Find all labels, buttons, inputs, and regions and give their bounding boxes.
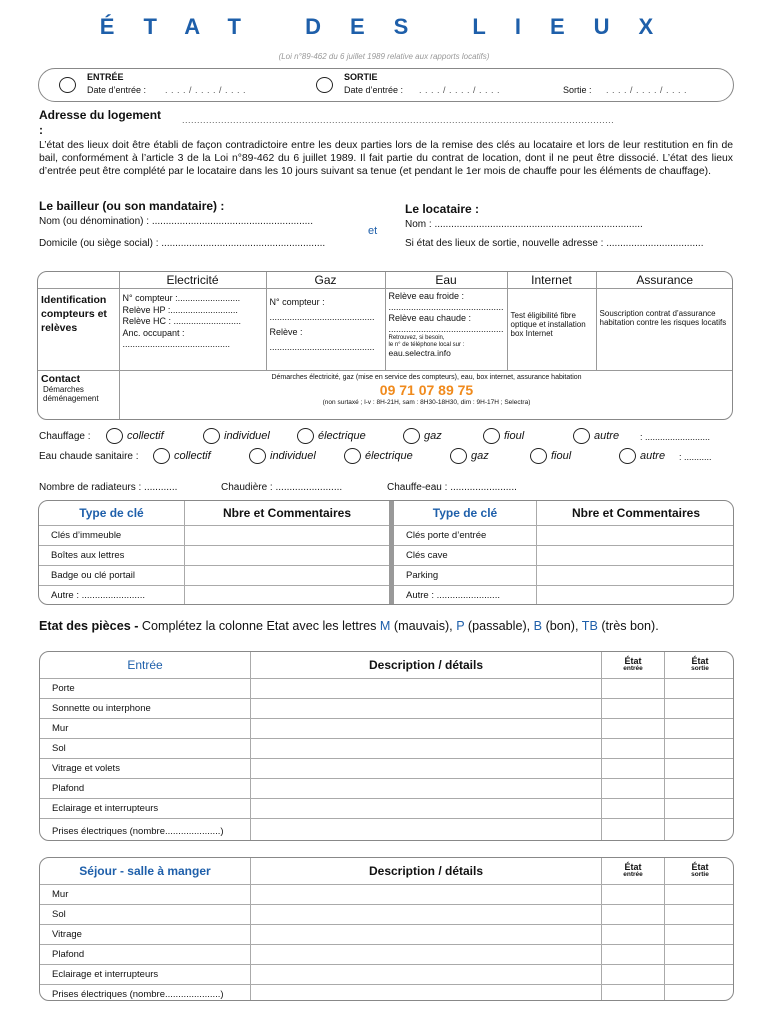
etat-sortie-header: État sortie [665,652,735,679]
chauffage-electrique[interactable] [297,428,366,444]
radio-circle-icon [403,428,420,444]
sortie-date-field[interactable]: . . . . / . . . . / . . . . [419,85,501,95]
desc-cell[interactable] [251,699,602,719]
room-item: Prises électriques (nombre.....................) [40,985,251,1002]
utilities-box [37,271,733,420]
eau-chaude-label: Eau chaude sanitaire : [39,451,139,462]
chauffage-label: Chauffage : [39,431,91,442]
option-label: individuel [270,449,316,462]
desc-cell[interactable] [251,779,602,799]
contact-info[interactable] [119,371,733,421]
room-sejour-box [39,857,734,1001]
etat-cell[interactable] [665,945,735,965]
radio-circle-icon [297,428,314,444]
etat-cell[interactable] [602,965,665,985]
gaz-cell[interactable] [266,289,385,371]
key-type[interactable]: Autre : ........................ [39,586,185,606]
etat-cell[interactable] [602,985,665,1002]
adresse-colon: : [39,123,43,137]
dates-box [38,68,734,102]
desc-cell[interactable] [251,799,602,819]
desc-cell[interactable] [251,739,602,759]
option-label: individuel [224,429,270,442]
key-comment-cell[interactable] [537,586,735,606]
etat-cell[interactable] [665,819,735,842]
option-label: collectif [127,429,164,442]
radio-circle-icon [203,428,220,444]
etat-cell[interactable] [665,905,735,925]
room-name: Entrée [40,652,251,679]
bailleur-nom[interactable]: Nom (ou dénomination) : .......................................................... [39,216,313,227]
option-label: autre [594,429,620,442]
eau-chaude: Relève eau chaude : [388,313,472,323]
etat-cell[interactable] [602,819,665,842]
chaudiere-field[interactable]: Chaudière : ........................ [221,482,343,493]
keys-col-comments-right: Nbre et Commentaires [537,501,735,526]
radio-circle-icon [573,428,590,444]
eau-retrouvez: Retrouvez, si besoin, [388,335,445,341]
key-comment-cell[interactable] [185,526,392,546]
desc-cell[interactable] [251,679,602,699]
desc-cell[interactable] [251,925,602,945]
etat-entree-header: État entrée [602,652,665,679]
room-desc-header: Description / détails [251,652,602,679]
sortie-field-label: Sortie : [563,85,592,95]
desc-cell[interactable] [251,819,602,842]
radio-circle-icon [153,448,170,464]
eau-chaude-autre[interactable] [619,448,665,464]
eau-froide: Relève eau froide : [388,291,465,301]
chauffe-eau-field[interactable]: Chauffe-eau : ........................ [387,482,517,493]
eau-cell[interactable] [385,289,507,371]
entree-label: ENTRÉE [87,72,124,82]
eau-chaude-gaz[interactable] [450,448,489,464]
key-comment-cell[interactable] [185,566,392,586]
key-comment-cell[interactable] [537,566,735,586]
locataire-title: Le locataire : [405,202,480,216]
radio-circle-icon [344,448,361,464]
key-comment-cell[interactable] [185,546,392,566]
keys-col-comments-left: Nbre et Commentaires [185,501,392,526]
col-assurance: Assurance [596,272,733,289]
etat-cell[interactable] [602,945,665,965]
room-entree-table [39,651,734,841]
entree-date-label: Date d’entrée : [87,85,147,95]
room-item: Plafond [40,779,251,799]
keys-table [38,500,734,605]
bailleur-title: Le bailleur (ou son mandataire) : [39,199,225,213]
elec-compteur: N° compteur :......................... [122,293,241,303]
gaz-compteur: N° compteur : [269,297,325,307]
page-subtitle: (Loi n°89-462 du 6 juillet 1989 relative aux rapports locatifs) [278,52,490,61]
eau-chaude-individuel[interactable] [249,448,316,464]
etat-cell[interactable] [602,759,665,779]
etat-cell[interactable] [602,679,665,699]
chauffage-gaz[interactable] [403,428,442,444]
key-type: Clés porte d’entrée [392,526,537,546]
etat-cell[interactable] [665,739,735,759]
key-type[interactable]: Autre : ........................ [392,586,537,606]
desc-cell[interactable] [251,885,602,905]
locataire-adresse[interactable]: Si état des lieux de sortie, nouvelle adresse : ................................... [405,238,704,249]
etat-cell[interactable] [665,719,735,739]
pieces-intro: Etat des pièces - Complétez la colonne Etat avec les lettres M (mauvais), P (passable), B (bon), TB (très bon). [39,619,659,633]
etat-cell[interactable] [665,965,735,985]
option-label: électrique [318,429,366,442]
sortie-date-label: Date d’entrée : [344,85,404,95]
room-item: Prises électriques (nombre.....................) [40,819,251,842]
etat-cell[interactable] [665,885,735,905]
et-connector: et [368,225,378,237]
elec-releve-hp: Relève HP :........................... [122,304,238,315]
gaz-releve: Relève : [269,327,303,337]
eau-chaude-fioul[interactable] [530,448,571,464]
radio-circle-icon [450,448,467,464]
col-eau: Eau [385,272,507,289]
room-item: Porte [40,679,251,699]
eau-chaude-dots: .............................................. [388,324,504,334]
col-electricite: Electricité [119,272,266,289]
etat-cell[interactable] [665,779,735,799]
keys-col-type-left: Type de clé [39,501,185,526]
etat-sortie-header: État sortie [665,858,735,885]
etat-cell[interactable] [665,679,735,699]
radio-circle-icon [106,428,123,444]
chauffage-collectif[interactable] [106,428,164,444]
room-sejour-table [39,857,734,1001]
room-entree-box [39,651,734,841]
room-item: Mur [40,885,251,905]
room-item: Vitrage [40,925,251,945]
desc-cell[interactable] [251,985,602,1002]
etat-cell[interactable] [665,699,735,719]
chauffage-individuel[interactable] [203,428,270,444]
radio-circle-icon [619,448,636,464]
bailleur-domicile[interactable]: Domicile (ou siège social) : ........................................................... [39,238,326,249]
option-label: fioul [551,449,572,462]
locataire-nom[interactable]: Nom : ........................................................................... [405,219,643,230]
room-item: Sonnette ou interphone [40,699,251,719]
key-type: Badge ou clé portail [39,566,185,586]
etat-cell[interactable] [665,925,735,945]
sortie-label: SORTIE [344,72,378,82]
room-item: Eclairage et interrupteurs [40,799,251,819]
adresse-field[interactable]: ................................................................................................................................................ [182,115,615,125]
col-gaz: Gaz [266,272,385,289]
entree-date-field[interactable]: . . . . / . . . . / . . . . [165,85,247,95]
option-label: autre [640,449,666,462]
contact-label: Contact [41,373,81,385]
key-type: Boîtes aux lettres [39,546,185,566]
key-comment-cell[interactable] [537,546,735,566]
room-desc-header: Description / détails [251,858,602,885]
etat-cell[interactable] [665,799,735,819]
internet-cell[interactable]: Test éligibilité fibre optique et installation box Internet [507,289,596,371]
gaz-releve-dots: .......................................... [269,342,375,352]
room-item: Mur [40,719,251,739]
etat-cell[interactable] [602,905,665,925]
option-label: collectif [174,449,211,462]
contact-sub: Démarches déménagement [43,385,99,403]
key-comment-cell[interactable] [185,586,392,606]
eau-froide-dots: .............................................. [388,302,504,312]
room-item: Sol [40,739,251,759]
identification-label: Identification compteurs et relèves [38,289,120,371]
room-item: Vitrage et volets [40,759,251,779]
utilities-table [37,271,733,420]
elec-cell[interactable] [119,289,266,371]
contact-desc: Démarches électricité, gaz (mise en service des compteurs), eau, box internet, assurance habitation [271,374,582,381]
radio-circle-icon [530,448,547,464]
radio-circle-icon [483,428,500,444]
elec-ancien-occupant-dots: ........................................... [122,339,231,349]
room-item: Eclairage et interrupteurs [40,965,251,985]
room-name: Séjour - salle à manger [40,858,251,885]
key-type: Clés cave [392,546,537,566]
desc-cell[interactable] [251,719,602,739]
etat-cell[interactable] [665,759,735,779]
etat-cell[interactable] [602,799,665,819]
eau-chaude-autre-field[interactable]: : ........... [679,452,712,462]
option-label: gaz [471,449,489,462]
intro-paragraph: L’état des lieux doit être établi de façon contradictoire entre les deux parties lors de la remise des clés au locataire et lors de leur restitution en fin de bail, conformément à l’article 3 de la Loi n°89-462 du 6 juillet 1989. Il fait partie du contrat de location, dont il ne peut être dissocié. L’état des lieux d’entrée peut être complété par le locataire dans les 10 jours suivant sa tenue (et pendant le 1er mois de chauffe pour les éléments de chauffage). [39,140,733,177]
radio-circle-icon [249,448,266,464]
option-label: gaz [424,429,442,442]
chauffage-autre[interactable] [573,428,619,444]
contact-cell [38,371,120,421]
radiateurs-field[interactable]: Nombre de radiateurs : ............ [39,482,178,493]
desc-cell[interactable] [251,905,602,925]
gaz-compteur-dots: .......................................... [269,312,375,322]
etat-cell[interactable] [602,719,665,739]
sortie-checkbox[interactable] [316,77,333,93]
room-item: Sol [40,905,251,925]
desc-cell[interactable] [251,759,602,779]
etat-cell[interactable] [602,779,665,799]
eau-telephone: le n° de téléphone local sur : [388,342,465,348]
elec-releve-hc: Relève HC : ........................... [122,316,242,326]
assurance-cell[interactable]: Souscription contrat d’assurance habitation contre les risques locatifs [596,289,733,371]
key-comment-cell[interactable] [537,526,735,546]
desc-cell[interactable] [251,965,602,985]
sortie-field[interactable]: . . . . / . . . . / . . . . [606,85,688,95]
keys-col-type-right: Type de clé [392,501,537,526]
key-type: Clés d’immeuble [39,526,185,546]
key-type: Parking [392,566,537,586]
etat-cell[interactable] [602,885,665,905]
option-label: fioul [504,429,525,442]
etat-cell[interactable] [602,699,665,719]
eau-link[interactable]: eau.selectra.info [388,348,451,358]
elec-ancien-occupant: Anc. occupant : [122,327,185,338]
desc-cell[interactable] [251,945,602,965]
eau-chaude-collectif[interactable] [153,448,211,464]
keys-box [38,500,734,605]
etat-cell[interactable] [602,925,665,945]
etat-entree-header: État entrée [602,858,665,885]
adresse-label: Adresse du logement [39,108,162,122]
contact-hours: (non surtaxé ; l-v : 8H-21H, sam : 8H30-18H30, dim : 9H-17H ; Selectra) [322,399,531,406]
chauffage-fioul[interactable] [483,428,524,444]
etat-cell[interactable] [665,985,735,1002]
entree-checkbox[interactable] [59,77,76,93]
contact-phone[interactable]: 09 71 07 89 75 [379,382,474,398]
page-title: ÉTAT DES LIEUX [99,14,683,39]
chauffage-autre-field[interactable]: : .......................... [640,432,711,442]
col-internet: Internet [507,272,596,289]
etat-cell[interactable] [602,739,665,759]
room-item: Plafond [40,945,251,965]
option-label: électrique [365,449,413,462]
eau-chaude-electrique[interactable] [344,448,413,464]
